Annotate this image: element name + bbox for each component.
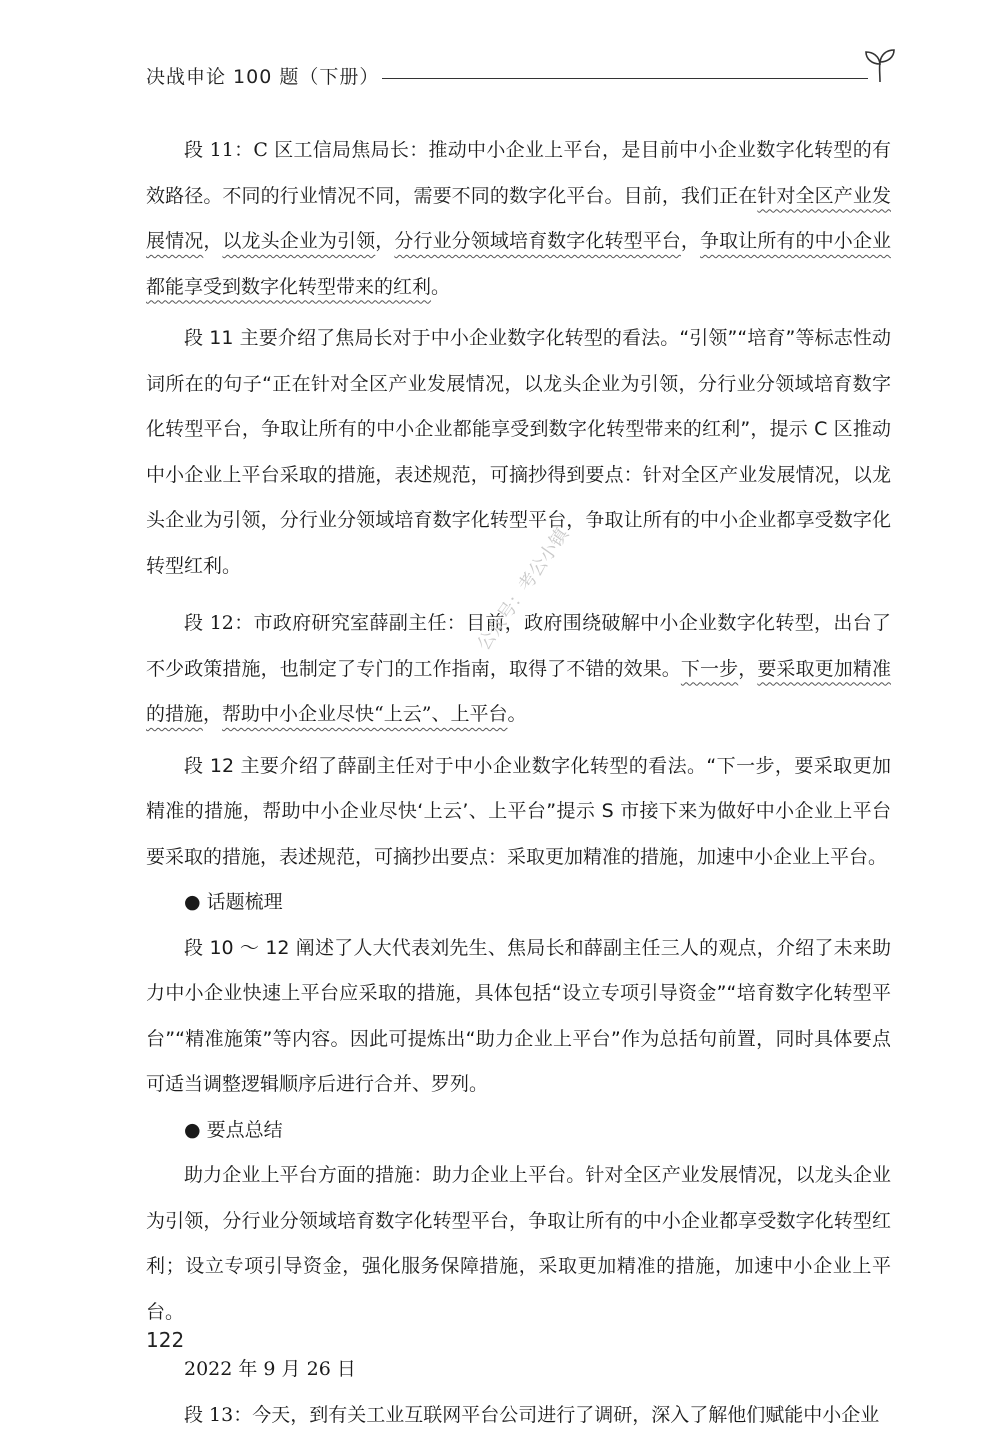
page-body bbox=[146, 128, 891, 1438]
analysis-11: 段 11 主要介绍了焦局长对于中小企业数字化转型的看法。“引领”“培育”等标志性动词所在的句子“正在针对全区产业发展情况，以龙头企业为引领，分行业分领域培育数字化转型平台，争取让所有的中小企业都能享受到数字化转型带来的红利”，提示 C 区推动中小企业上平台采取的措施，表述规范，可摘抄得到要点：针对全区产业发展情况，以龙头企业为引领，分行业分领域培育数字化转型平台，争取让所有的中小企业都享受数字化转型红利。 bbox=[146, 316, 891, 589]
page-number: 122 bbox=[146, 1328, 184, 1352]
underlined-phrase: 争取让所有的中小企业都能享受到数字化转型带来的红利 bbox=[146, 230, 891, 298]
topic-heading: ● 话题梳理 bbox=[146, 880, 891, 926]
summary-text: 助力企业上平台方面的措施：助力企业上平台。针对全区产业发展情况，以龙头企业为引领，分行业分领域培育数字化转型平台，争取让所有的中小企业都享受数字化转型红利；设立专项引导资金，强化服务保障措施，采取更加精准的措施，加速中小企业上平台。 bbox=[146, 1153, 891, 1335]
sprout-icon bbox=[860, 44, 900, 84]
paragraph-13: 段 13：今天，到有关工业互联网平台公司进行了调研，深入了解他们赋能中小企业 bbox=[146, 1393, 891, 1438]
running-header bbox=[146, 58, 906, 98]
underlined-phrase: 针对全区产业发展情况 bbox=[146, 185, 891, 253]
paragraph-12: 段 12：市政府研究室薛副主任：目前，政府围绕破解中小企业数字化转型，出台了不少政策措施，也制定了专门的工作指南，取得了不错的效果。下一步，要采取更加精准的措施，帮助中小企业尽快“上云”、上平台。 bbox=[146, 601, 891, 738]
underlined-phrase: 下一步 bbox=[681, 658, 738, 680]
underlined-phrase: 帮助中小企业尽快“上云”、上平台 bbox=[222, 703, 507, 725]
paragraph-11: 段 11：C 区工信局焦局长：推动中小企业上平台，是目前中小企业数字化转型的有效路径。不同的行业情况不同，需要不同的数字化平台。目前，我们正在针对全区产业发展情况，以龙头企业为引领，分行业分领域培育数字化转型平台，争取让所有的中小企业都能享受到数字化转型带来的红利。 bbox=[146, 128, 891, 310]
underlined-phrase: 以龙头企业为引领 bbox=[222, 230, 375, 252]
underlined-phrase: 要采取更加精准的措施 bbox=[146, 658, 891, 726]
underlined-phrase: 分行业分领域培育数字化转型平台 bbox=[394, 230, 681, 252]
header-rule bbox=[382, 78, 868, 79]
date-line: 2022 年 9 月 26 日 bbox=[146, 1347, 891, 1393]
book-title: 决战申论 100 题（下册） bbox=[146, 62, 379, 89]
summary-heading: ● 要点总结 bbox=[146, 1108, 891, 1154]
topic-text: 段 10 ～ 12 阐述了人大代表刘先生、焦局长和薛副主任三人的观点，介绍了未来助力中小企业快速上平台应采取的措施，具体包括“设立专项引导资金”“培育数字化转型平台”“精准施策”等内容。因此可提炼出“助力企业上平台”作为总括句前置，同时具体要点可适当调整逻辑顺序后进行合并、罗列。 bbox=[146, 926, 891, 1108]
analysis-12: 段 12 主要介绍了薛副主任对于中小企业数字化转型的看法。“下一步，要采取更加精准的措施，帮助中小企业尽快‘上云’、上平台”提示 S 市接下来为做好中小企业上平台要采取的措施，表述规范，可摘抄出要点：采取更加精准的措施，加速中小企业上平台。 bbox=[146, 744, 891, 881]
watermark: 公众号：考公小镇 bbox=[470, 522, 574, 655]
